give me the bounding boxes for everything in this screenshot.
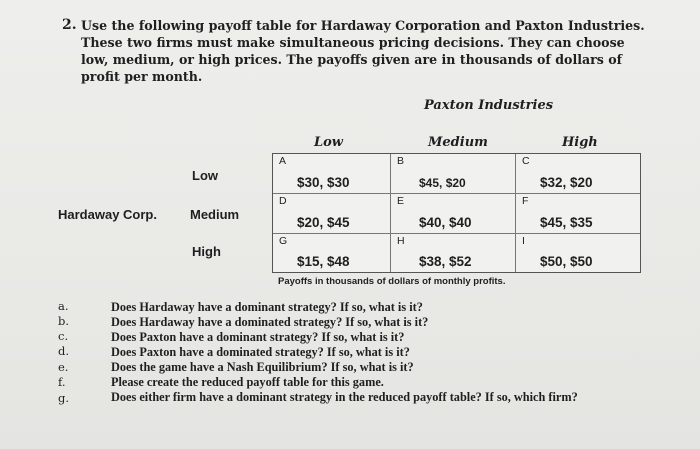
- row-header-low: Low: [192, 168, 218, 183]
- subquestion-text: Does the game have a Nash Equilibrium? If so, what is it?: [111, 360, 414, 374]
- payoff-cell: [516, 154, 640, 194]
- row-player-label: Hardaway Corp.: [58, 207, 157, 222]
- subquestion-letter: f.: [58, 375, 66, 389]
- subquestion-letter: c.: [58, 329, 69, 343]
- cell-payoff: $45, $20: [419, 176, 466, 190]
- cell-letter: I: [522, 235, 525, 247]
- subquestion-letter: g.: [58, 391, 70, 405]
- cell-payoff: $20, $45: [297, 215, 350, 230]
- cell-letter: C: [522, 155, 530, 167]
- subquestion-text: Does Paxton have a dominant strategy? If so, what is it?: [111, 330, 405, 344]
- cell-payoff: $40, $40: [419, 215, 472, 230]
- subquestion-text: Does either firm have a dominant strategy in the reduced payoff table? If so, which firm?: [111, 390, 578, 404]
- cell-payoff: $45, $35: [540, 215, 593, 230]
- payoff-cell: [516, 234, 640, 272]
- column-header-high: High: [562, 135, 598, 150]
- cell-payoff: $38, $52: [419, 254, 472, 269]
- row-header-medium: Medium: [190, 207, 240, 222]
- cell-letter: G: [279, 235, 288, 247]
- cell-payoff: $50, $50: [540, 254, 593, 269]
- subquestion-text: Does Hardaway have a dominated strategy? If so, what is it?: [111, 315, 429, 329]
- cell-payoff: $15, $48: [297, 254, 350, 269]
- row-header-high: High: [192, 244, 221, 259]
- subquestion-letter: d.: [58, 344, 70, 358]
- subquestion-letter: a.: [58, 299, 69, 313]
- cell-letter: A: [279, 155, 287, 167]
- table-note: Payoffs in thousands of dollars of monthly profits.: [278, 276, 506, 287]
- payoff-cell: [273, 234, 391, 272]
- column-header-medium: Medium: [428, 135, 488, 150]
- cell-payoff: $30, $30: [297, 175, 350, 190]
- question-number: 2.: [62, 17, 77, 33]
- question-text: Use the following payoff table for Hardaway Corporation and Paxton Industries. These two firms must make simultaneous pricing decisions. They can choose low, medium, or high prices. The payoffs given are in thousands of dollars of profit per month.: [81, 18, 645, 84]
- payoff-table: [272, 153, 641, 273]
- subquestion-text: Does Paxton have a dominated strategy? If so, what is it?: [111, 345, 410, 359]
- subquestion-text: Please create the reduced payoff table for this game.: [111, 375, 384, 389]
- payoff-cell: [273, 194, 391, 234]
- subquestion-text: Does Hardaway have a dominant strategy? If so, what is it?: [111, 300, 423, 314]
- payoff-cell: [516, 194, 640, 234]
- cell-letter: E: [397, 195, 405, 207]
- payoff-cell: [391, 234, 516, 272]
- column-player-label: Paxton Industries: [424, 98, 554, 113]
- cell-letter: D: [279, 195, 287, 207]
- cell-letter: F: [522, 195, 529, 207]
- subquestion-letter: b.: [58, 314, 70, 328]
- cell-payoff: $32, $20: [540, 175, 593, 190]
- cell-letter: H: [397, 235, 405, 247]
- subquestion-letter: e.: [58, 360, 69, 374]
- payoff-cell: [273, 154, 391, 194]
- payoff-cell: [391, 194, 516, 234]
- payoff-cell: [391, 154, 516, 194]
- cell-letter: B: [397, 155, 405, 167]
- column-header-low: Low: [314, 135, 344, 150]
